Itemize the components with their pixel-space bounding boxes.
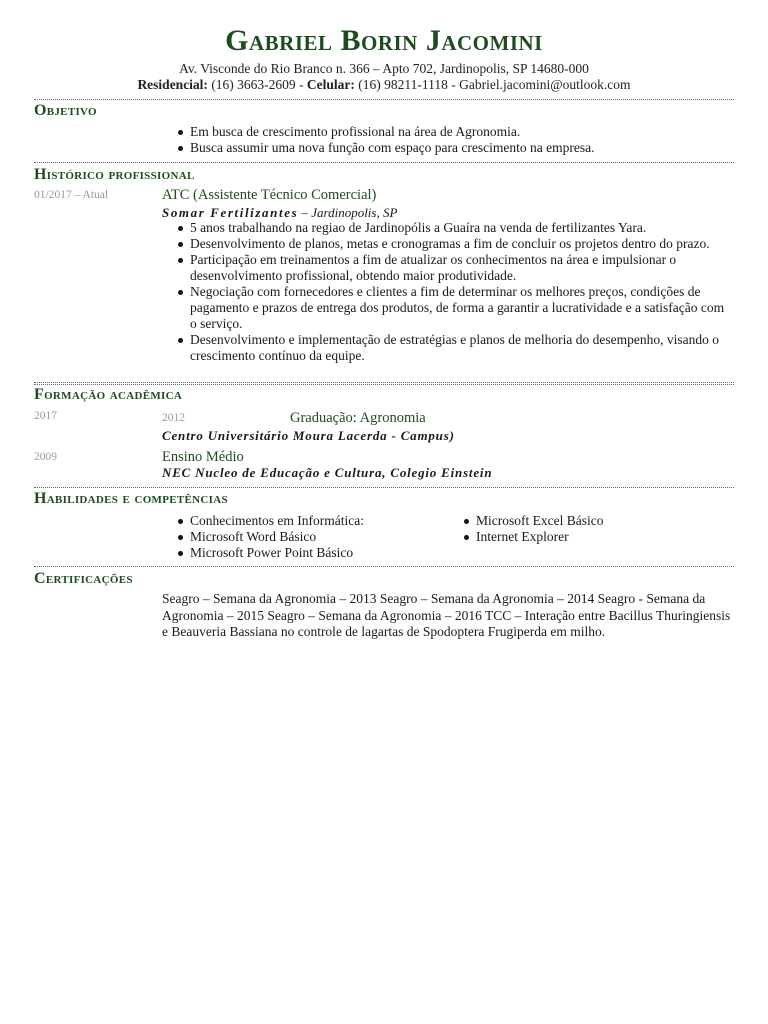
list-item: Desenvolvimento e implementação de estratégias e planos de melhoria do desempenho, visando o crescimento contínuo da equipe. — [162, 332, 734, 364]
education-inner-date: 2012 — [162, 412, 185, 424]
divider — [34, 162, 734, 163]
education-school: Centro Universitário Moura Lacerda - Campus) — [162, 428, 455, 443]
list-item: 5 anos trabalhando na regiao de Jardinopólis a Guaíra na venda de fertilizantes Yara. — [162, 220, 734, 236]
celular-label: Celular: — [306, 77, 355, 92]
list-item: Negociação com fornecedores e clientes a fim de determinar os melhores preços, condições de pagamento e prazos de entrega dos produtos, de forma a garantir a lucratividade e a satisfação com o serviço. — [162, 284, 734, 332]
section-title-certificacoes: Certificações — [34, 570, 133, 587]
list-item: Microsoft Excel Básico — [448, 513, 603, 529]
education-date: 2009 — [34, 451, 57, 463]
education-school: NEC Nucleo de Educação e Cultura, Colegio Einstein — [162, 465, 493, 480]
company-name: Somar Fertilizantes — [162, 205, 299, 220]
certifications-text: Seagro – Semana da Agronomia – 2013 Seagro – Semana da Agronomia – 2014 Seagro - Semana da Agronomia – 2015 Seagro – Semana da Agronomia – 2016 TCC – Interação entre Bacillus Thuringiensis e Beauveria Bassiana no controle de lagartas de Spodoptera Frugiperda em milho. — [162, 591, 731, 639]
education-degree: Ensino Médio — [162, 449, 244, 465]
job-company — [162, 205, 397, 221]
candidate-name: Gabriel Borin Jacomini — [225, 24, 543, 57]
job-duties-list — [162, 220, 734, 364]
section-title-habilidades: Habilidades e competências — [34, 490, 228, 507]
section-title-objetivo: Objetivo — [34, 102, 97, 119]
phone-line — [0, 77, 768, 93]
job-title: ATC (Assistente Técnico Comercial) — [162, 187, 377, 203]
divider — [34, 566, 734, 567]
list-item: Microsoft Power Point Básico — [162, 545, 364, 561]
address-line: Av. Visconde do Rio Branco n. 366 – Apto 702, Jardinopolis, SP 14680-000 — [179, 61, 589, 76]
skills-list-col2 — [448, 513, 603, 545]
residencial-label: Residencial: — [137, 77, 208, 92]
education-date: 2017 — [34, 410, 57, 422]
list-item: Internet Explorer — [448, 529, 603, 545]
list-item: Microsoft Word Básico — [162, 529, 364, 545]
degree-value: Agronomia — [359, 410, 426, 426]
list-item: Participação em treinamentos a fim de atualizar os conhecimentos na área e impulsionar o desenvolvimento profissional, obtendo maior produtividade. — [162, 252, 734, 284]
degree-label: Graduação — [290, 410, 353, 426]
residencial-phone: (16) 3663-2609 - — [207, 77, 307, 92]
divider — [34, 99, 734, 100]
company-location: – Jardinopolis, SP — [298, 205, 398, 220]
job-date: 01/2017 – Atual — [34, 189, 109, 201]
section-title-historico: Histórico profissional — [34, 166, 195, 183]
divider — [34, 487, 734, 488]
list-item: Busca assumir uma nova função com espaço para crescimento na empresa. — [162, 140, 594, 156]
celular-phone-email: (16) 98211-1118 - Gabriel.jacomini@outlook.com — [354, 77, 631, 92]
divider — [34, 382, 734, 383]
degree-separator: : — [352, 410, 360, 426]
list-item: Conhecimentos em Informática: — [162, 513, 364, 529]
list-item: Desenvolvimento de planos, metas e cronogramas a fim de concluir os projetos dentro do prazo. — [162, 236, 734, 252]
section-title-formacao: Formação acadêmica — [34, 386, 183, 403]
objetivo-list — [162, 124, 594, 156]
list-item: Em busca de crescimento profissional na área de Agronomia. — [162, 124, 594, 140]
education-degree — [290, 410, 426, 427]
skills-list-col1 — [162, 513, 364, 561]
